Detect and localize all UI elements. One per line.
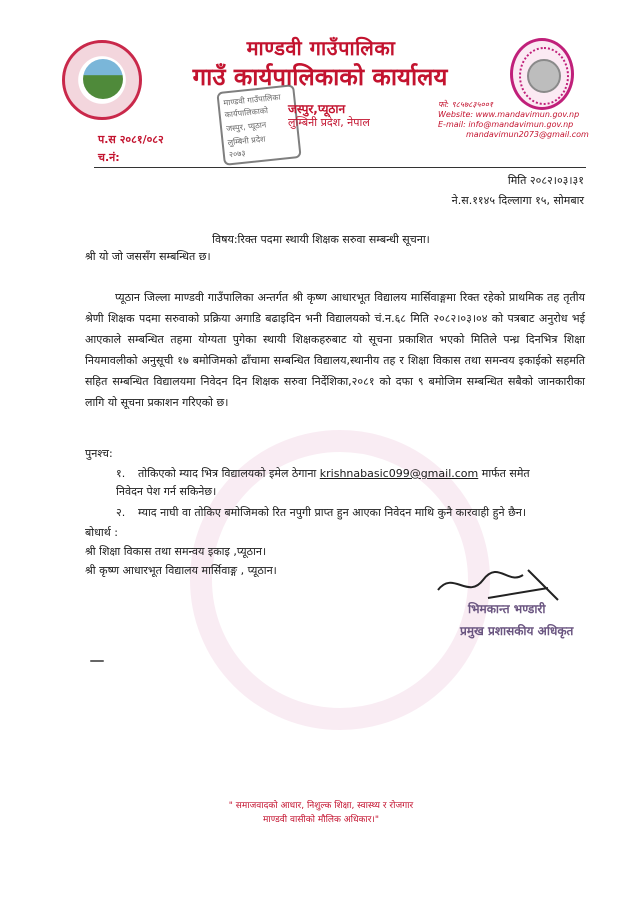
contact-email2[interactable]: mandavimun2073@gmail.com <box>466 130 589 139</box>
contact-phone: फो: ९८५७८३५००१ <box>438 100 494 109</box>
school-email-link[interactable]: krishnabasic099@gmail.com <box>319 467 479 480</box>
signatory-title: प्रमुख प्रशासकीय अधिकृत <box>460 624 574 638</box>
footer-slogan-line1: " समाजवादको आधार, निशुल्क शिक्षा, स्वास्थ्य र रोजगार <box>228 801 414 811</box>
header-divider <box>94 167 586 168</box>
contact-website[interactable]: Website: www.mandavimun.gov.np <box>438 110 580 119</box>
note1-text-after: मार्फत समेत निवेदन पेश गर्न सकिनेछ। <box>116 467 530 498</box>
note2-text: म्याद नाघी वा तोकिए बमोजिमको रित नपुगी प्राप्त हुन आएका निवेदन माथि कुनै कारवाही हुने छैन। <box>138 506 527 519</box>
contact-block <box>438 100 589 140</box>
footer-slogan-line2: माण्डवी वासीको मौलिक अधिकार।" <box>263 815 379 825</box>
office-title-line2: गाउँ कार्यपालिकाको कार्यालय <box>192 63 448 91</box>
office-stamp: माण्डवी गाउँपालिका कार्यपालिकाको जस्पुर, प्यूठान लुम्बिनी प्रदेश २०७३ <box>216 84 301 166</box>
signatory-name: भिमकान्त भण्डारी <box>468 602 546 616</box>
cc-recipient-2: श्री कृष्ण आधारभूत विद्यालय मार्सिवाङ्ग , प्यूठान। <box>85 564 277 577</box>
postscript-item-2 <box>116 504 576 522</box>
contact-email[interactable]: E-mail: info@mandavimun.gov.np <box>438 120 574 129</box>
dispatch-number: च.नं: <box>98 151 120 164</box>
salutation: श्री यो जो जससँग सम्बन्धित छ। <box>85 250 211 263</box>
letter-date: मिति २०८२।०३।३१ <box>507 174 584 187</box>
address-line2: लुम्बिनी प्रदेश, नेपाल <box>288 116 370 129</box>
cc-label: बोधार्थ : <box>85 526 118 539</box>
office-title-line1: माण्डवी गाउँपालिका <box>246 36 396 60</box>
address-line1: जस्पुर,प्यूठान <box>288 102 346 116</box>
nepal-sambat-date: ने.स.११४५ दिल्लागा १५, सोमबार <box>451 194 584 207</box>
note1-text-before: तोकिएको म्याद भित्र विद्यालयको इमेल ठेगाना <box>138 467 320 480</box>
letter-body: प्यूठान जिल्ला माण्डवी गाउँपालिका अन्तर्गत श्री कृष्ण आधारभूत विद्यालय मार्सिवाङ्गमा रिक्त रहेको प्राथमिक तह तृतीय श्रेणी शिक्षक पदमा सरुवाको प्रक्रिया अगाडि बढाइदिन भनी विद्यालयको चं.न.६८ मिति २०८२।०३।०४ को पत्रबाट अनुरोध भई आएकाले सम्बन्धित तहमा योग्यता पुगेका स्थायी शिक्षकहरुबाट यो सूचना प्रकाशित भएको मितिले पन्ध्र दिनभित्र शिक्षा नियमावलीको अनुसूची १७ बमोजिमको ढाँचामा सम्बन्धित विद्यालय,स्थानीय तह र शिक्षा विकास तथा समन्वय इकाईको सहमति सहित सम्बन्धित विद्यालयमा निवेदन दिन शिक्षक सरुवा निर्देशिका,२०८१ को दफा ९ बमोजिम सम्बन्धित सबैको जानकारीका लागि यो सूचना प्रकाशन गरिएको छ। <box>85 291 585 409</box>
item-number: १. <box>116 467 126 480</box>
letter-subject: विषय:रिक्त पदमा स्थायी शिक्षक सरुवा सम्बन्धी सूचना। <box>212 233 430 246</box>
item-number: २. <box>116 506 126 519</box>
postscript-item-1 <box>116 465 556 501</box>
cc-recipient-1: श्री शिक्षा विकास तथा समन्वय इकाइ ,प्यूठान। <box>85 545 267 558</box>
letter-number: प.स २०८१/०८२ <box>98 133 164 146</box>
margin-mark <box>90 660 104 662</box>
postscript-label: पुनश्च: <box>85 447 113 460</box>
